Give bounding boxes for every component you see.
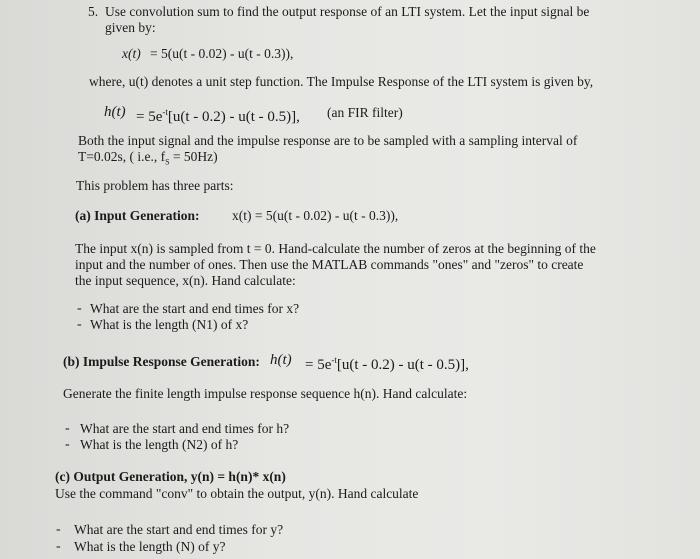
- part-a-para-line-2: input and the number of ones. Then use the MATLAB commands "ones" and "zeros" to create: [75, 257, 584, 272]
- bullet: -: [65, 437, 70, 452]
- bullet: -: [56, 522, 61, 537]
- part-c-heading: (c) Output Generation, y(n) = h(n)* x(n): [55, 469, 286, 484]
- part-b-equation-tail: [u(t - 0.2) - u(t - 0.5)],: [336, 357, 469, 373]
- part-c-question-1: What are the start and end times for y?: [74, 522, 284, 537]
- where-line: where, u(t) denotes a unit step function. The Impulse Response of the LTI system is given by,: [89, 74, 594, 89]
- sampling-text: T=0.02s, ( i.e., f: [78, 149, 166, 164]
- bullet: -: [65, 421, 70, 436]
- h-equation-note: (an FIR filter): [327, 105, 403, 120]
- part-a-equation: x(t) = 5(u(t - 0.02) - u(t - 0.3)),: [232, 208, 399, 223]
- intro-line-1: Use convolution sum to find the output response of an LTI system. Let the input signal be: [105, 4, 590, 19]
- bullet: -: [56, 539, 61, 554]
- h-equation-exponent: -t: [162, 107, 168, 117]
- part-a-para-line-3: the input sequence, x(n). Hand calculate:: [75, 273, 296, 288]
- h-equation-rhs: [136, 104, 300, 125]
- sampling-line-2: [78, 149, 218, 171]
- intro-line-2: given by:: [105, 20, 156, 35]
- part-b-heading: (b) Impulse Response Generation:: [63, 354, 260, 369]
- problem-number: 5.: [88, 4, 99, 19]
- sampling-tail: = 50Hz): [169, 149, 218, 164]
- bullet: -: [77, 317, 82, 332]
- part-b-equation-exponent: -t: [331, 355, 337, 365]
- part-a-question-2: What is the length (N1) of x?: [90, 317, 249, 332]
- part-b-question-1: What are the start and end times for h?: [80, 421, 290, 436]
- h-equation-lhs: h(t): [104, 104, 126, 120]
- part-b-equation-base: = 5e: [305, 357, 332, 373]
- part-b-equation-lhs: h(t): [270, 352, 292, 368]
- part-c-question-2: What is the length (N) of y?: [74, 539, 226, 554]
- h-equation-tail: [u(t - 0.2) - u(t - 0.5)],: [167, 109, 300, 125]
- part-a-heading: (a) Input Generation:: [75, 208, 200, 223]
- part-c-para: Use the command "conv" to obtain the output, y(n). Hand calculate: [55, 486, 419, 501]
- x-equation-rhs: = 5(u(t - 0.02) - u(t - 0.3)),: [150, 46, 294, 61]
- part-b-question-2: What is the length (N2) of h?: [80, 437, 239, 452]
- bullet: -: [77, 301, 82, 316]
- part-b-para: Generate the finite length impulse response sequence h(n). Hand calculate:: [63, 386, 468, 401]
- parts-line: This problem has three parts:: [76, 178, 234, 193]
- part-a-para-line-1: The input x(n) is sampled from t = 0. Hand-calculate the number of zeros at the beginning of the: [75, 241, 596, 256]
- sampling-line-1: Both the input signal and the impulse response are to be sampled with a sampling interval of: [78, 133, 578, 148]
- sampling-subscript: S: [165, 157, 170, 167]
- h-equation-base: = 5e: [136, 109, 163, 125]
- part-b-equation-rhs: [305, 352, 469, 373]
- part-a-question-1: What are the start and end times for x?: [90, 301, 300, 316]
- x-equation-lhs: x(t): [122, 46, 141, 61]
